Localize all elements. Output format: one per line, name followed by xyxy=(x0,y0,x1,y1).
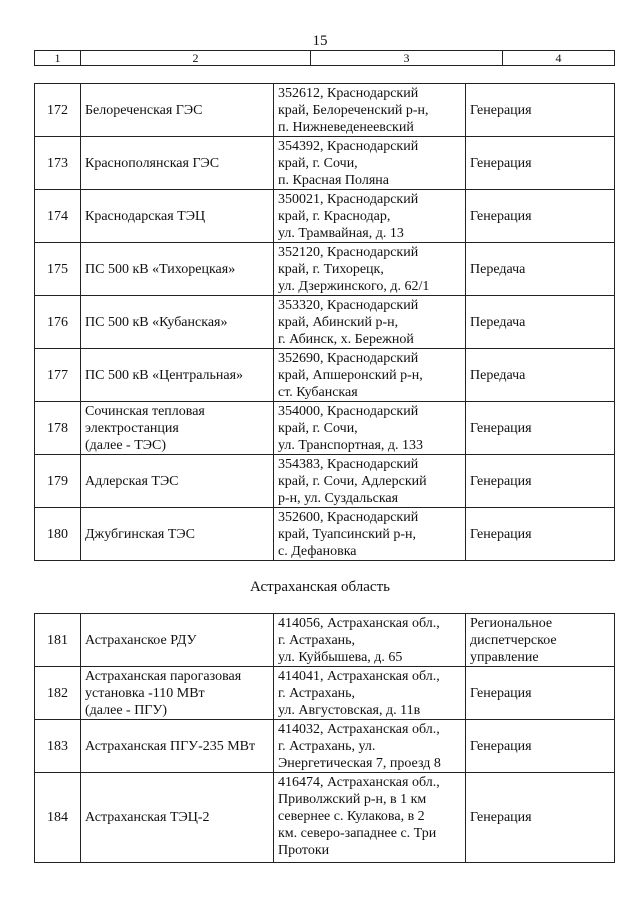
table-row xyxy=(35,296,615,349)
table-row xyxy=(35,720,615,773)
object-name-line: Астраханская ПГУ-235 МВт xyxy=(85,738,256,754)
object-address-line: 352612, Краснодарский xyxy=(278,86,419,101)
column-number: 3 xyxy=(311,51,503,66)
object-address-line: 354392, Краснодарский xyxy=(278,139,419,154)
object-address-line: р-н, ул. Суздальская xyxy=(278,491,399,506)
object-address-line: край, Туапсинский р-н, xyxy=(278,527,417,542)
row-number: 179 xyxy=(35,455,81,508)
column-number: 1 xyxy=(35,51,81,66)
object-address xyxy=(274,296,466,349)
table-row xyxy=(35,508,615,561)
region-title: Астраханская область xyxy=(250,579,390,595)
object-function xyxy=(466,402,615,455)
row-number: 172 xyxy=(35,84,81,137)
object-function xyxy=(466,243,615,296)
row-number: 182 xyxy=(35,667,81,720)
object-function xyxy=(466,190,615,243)
object-address-line: ул. Дзержинского, д. 62/1 xyxy=(278,279,430,294)
row-number: 177 xyxy=(35,349,81,402)
object-function xyxy=(466,720,615,773)
object-name xyxy=(81,243,274,296)
object-name-line: Астраханская ТЭЦ-2 xyxy=(85,810,210,825)
object-function-line: Генерация xyxy=(470,738,532,754)
object-address-line: край, г. Сочи, xyxy=(278,156,358,171)
object-address-line: 414041, Астраханская обл., xyxy=(278,669,440,684)
object-address-line: г. Астрахань, ул. xyxy=(278,739,376,754)
object-address-line: край, Белореченский р-н, xyxy=(278,103,429,118)
object-address-line: Протоки xyxy=(278,843,330,858)
object-address-line: км. северо-западнее с. Три xyxy=(278,826,437,841)
object-function-line: диспетчерское xyxy=(470,632,557,648)
table-row xyxy=(35,243,615,296)
object-address xyxy=(274,508,466,561)
object-address-line: 414056, Астраханская обл., xyxy=(278,616,440,631)
object-address xyxy=(274,190,466,243)
object-name-line: (далее - ТЭС) xyxy=(85,437,166,453)
object-address xyxy=(274,84,466,137)
object-name-line: Астраханская парогазовая xyxy=(85,668,242,684)
page-number: 15 xyxy=(312,33,328,49)
row-number: 175 xyxy=(35,243,81,296)
object-function-line: Генерация xyxy=(470,810,532,825)
object-name xyxy=(81,296,274,349)
table-row xyxy=(35,667,615,720)
object-function-line: Передача xyxy=(470,261,526,277)
table-row xyxy=(35,84,615,137)
object-name-line: (далее - ПГУ) xyxy=(85,702,167,718)
object-address-line: Приволжский р-н, в 1 км xyxy=(278,792,427,807)
object-address-line: ул. Августовская, д. 11в xyxy=(278,703,421,718)
object-name-line: электростанция xyxy=(85,420,179,436)
object-address-line: п. Красная Поляна xyxy=(278,173,389,188)
object-name-line: Краснодарская ТЭЦ xyxy=(85,208,206,224)
object-function-line: Передача xyxy=(470,367,526,383)
object-name xyxy=(81,84,274,137)
object-address-line: край, г. Тихорецк, xyxy=(278,262,384,277)
object-function xyxy=(466,508,615,561)
row-number: 176 xyxy=(35,296,81,349)
object-name xyxy=(81,720,274,773)
object-name-line: Астраханское РДУ xyxy=(85,632,197,648)
object-name xyxy=(81,508,274,561)
object-address-line: край, г. Краснодар, xyxy=(278,209,391,224)
table-row xyxy=(35,773,615,863)
object-function xyxy=(466,84,615,137)
object-address-line: 354383, Краснодарский xyxy=(278,457,419,472)
object-name xyxy=(81,773,274,863)
object-address-line: край, Апшеронский р-н, xyxy=(278,368,423,383)
object-function xyxy=(466,667,615,720)
object-address xyxy=(274,455,466,508)
astrakhan-table xyxy=(34,613,615,863)
column-number: 4 xyxy=(503,51,615,66)
object-address xyxy=(274,773,466,863)
object-address-line: п. Нижневеденеевский xyxy=(278,120,414,135)
object-address-line: край, г. Сочи, Адлерский xyxy=(278,474,427,489)
krasnodar-table xyxy=(34,83,615,561)
object-address-line: ул. Транспортная, д. 133 xyxy=(278,438,424,453)
object-name xyxy=(81,667,274,720)
object-function-line: Генерация xyxy=(470,102,532,118)
object-address-line: с. Дефановка xyxy=(278,544,357,559)
object-name-line: Джубгинская ТЭС xyxy=(85,526,195,542)
object-name-line: ПС 500 кВ «Кубанская» xyxy=(85,314,228,330)
object-name xyxy=(81,614,274,667)
object-function xyxy=(466,137,615,190)
row-number: 178 xyxy=(35,402,81,455)
table-row xyxy=(35,137,615,190)
object-address-line: 350021, Краснодарский xyxy=(278,192,419,207)
object-address xyxy=(274,137,466,190)
row-number: 174 xyxy=(35,190,81,243)
row-number: 173 xyxy=(35,137,81,190)
object-function-line: Генерация xyxy=(470,685,532,701)
table-row xyxy=(35,349,615,402)
object-function-line: Передача xyxy=(470,314,526,330)
object-name-line: Адлерская ТЭС xyxy=(85,473,179,489)
object-address-line: г. Астрахань, xyxy=(278,633,356,648)
object-address-line: 414032, Астраханская обл., xyxy=(278,722,440,737)
object-address-line: г. Абинск, х. Бережной xyxy=(278,332,414,347)
column-number-header xyxy=(34,50,615,66)
table-row xyxy=(35,455,615,508)
object-address-line: 352690, Краснодарский xyxy=(278,351,419,366)
object-address xyxy=(274,614,466,667)
table-row xyxy=(35,190,615,243)
object-function xyxy=(466,614,615,667)
object-name xyxy=(81,402,274,455)
object-name xyxy=(81,190,274,243)
object-function xyxy=(466,296,615,349)
object-name-line: установка -110 МВт xyxy=(85,685,205,701)
table-row xyxy=(35,402,615,455)
object-function-line: управление xyxy=(470,649,539,665)
object-function-line: Генерация xyxy=(470,420,532,436)
object-address-line: край, Абинский р-н, xyxy=(278,315,399,330)
object-name-line: ПС 500 кВ «Центральная» xyxy=(85,367,244,383)
row-number: 183 xyxy=(35,720,81,773)
object-address-line: 354000, Краснодарский xyxy=(278,404,419,419)
object-address-line: ст. Кубанская xyxy=(278,385,358,400)
object-function xyxy=(466,773,615,863)
object-function-line: Генерация xyxy=(470,208,532,224)
object-function-line: Генерация xyxy=(470,155,532,171)
object-function xyxy=(466,455,615,508)
object-address-line: 352600, Краснодарский xyxy=(278,510,419,525)
object-address-line: 353320, Краснодарский xyxy=(278,298,419,313)
object-name-line: Краснополянская ГЭС xyxy=(85,155,220,171)
object-name-line: Белореченская ГЭС xyxy=(85,102,203,118)
object-name xyxy=(81,137,274,190)
column-number: 2 xyxy=(81,51,311,66)
object-address-line: 352120, Краснодарский xyxy=(278,245,419,260)
object-function-line: Генерация xyxy=(470,473,532,489)
object-name-line: Сочинская тепловая xyxy=(85,403,205,419)
row-number: 181 xyxy=(35,614,81,667)
object-address xyxy=(274,402,466,455)
object-address-line: ул. Куйбышева, д. 65 xyxy=(278,650,403,665)
object-address-line: севернее с. Кулакова, в 2 xyxy=(278,809,425,824)
object-address xyxy=(274,720,466,773)
table-row xyxy=(35,614,615,667)
object-address-line: ул. Трамвайная, д. 13 xyxy=(278,226,404,241)
object-address-line: край, г. Сочи, xyxy=(278,421,358,436)
object-address-line: 416474, Астраханская обл., xyxy=(278,775,440,790)
object-address xyxy=(274,243,466,296)
row-number: 180 xyxy=(35,508,81,561)
object-function-line: Региональное xyxy=(470,615,553,631)
object-address-line: г. Астрахань, xyxy=(278,686,356,701)
object-name-line: ПС 500 кВ «Тихорецкая» xyxy=(85,261,236,277)
object-name xyxy=(81,349,274,402)
object-address xyxy=(274,349,466,402)
object-function xyxy=(466,349,615,402)
object-address xyxy=(274,667,466,720)
row-number: 184 xyxy=(35,773,81,863)
object-function-line: Генерация xyxy=(470,526,532,542)
object-address-line: Энергетическая 7, проезд 8 xyxy=(278,756,441,771)
object-name xyxy=(81,455,274,508)
